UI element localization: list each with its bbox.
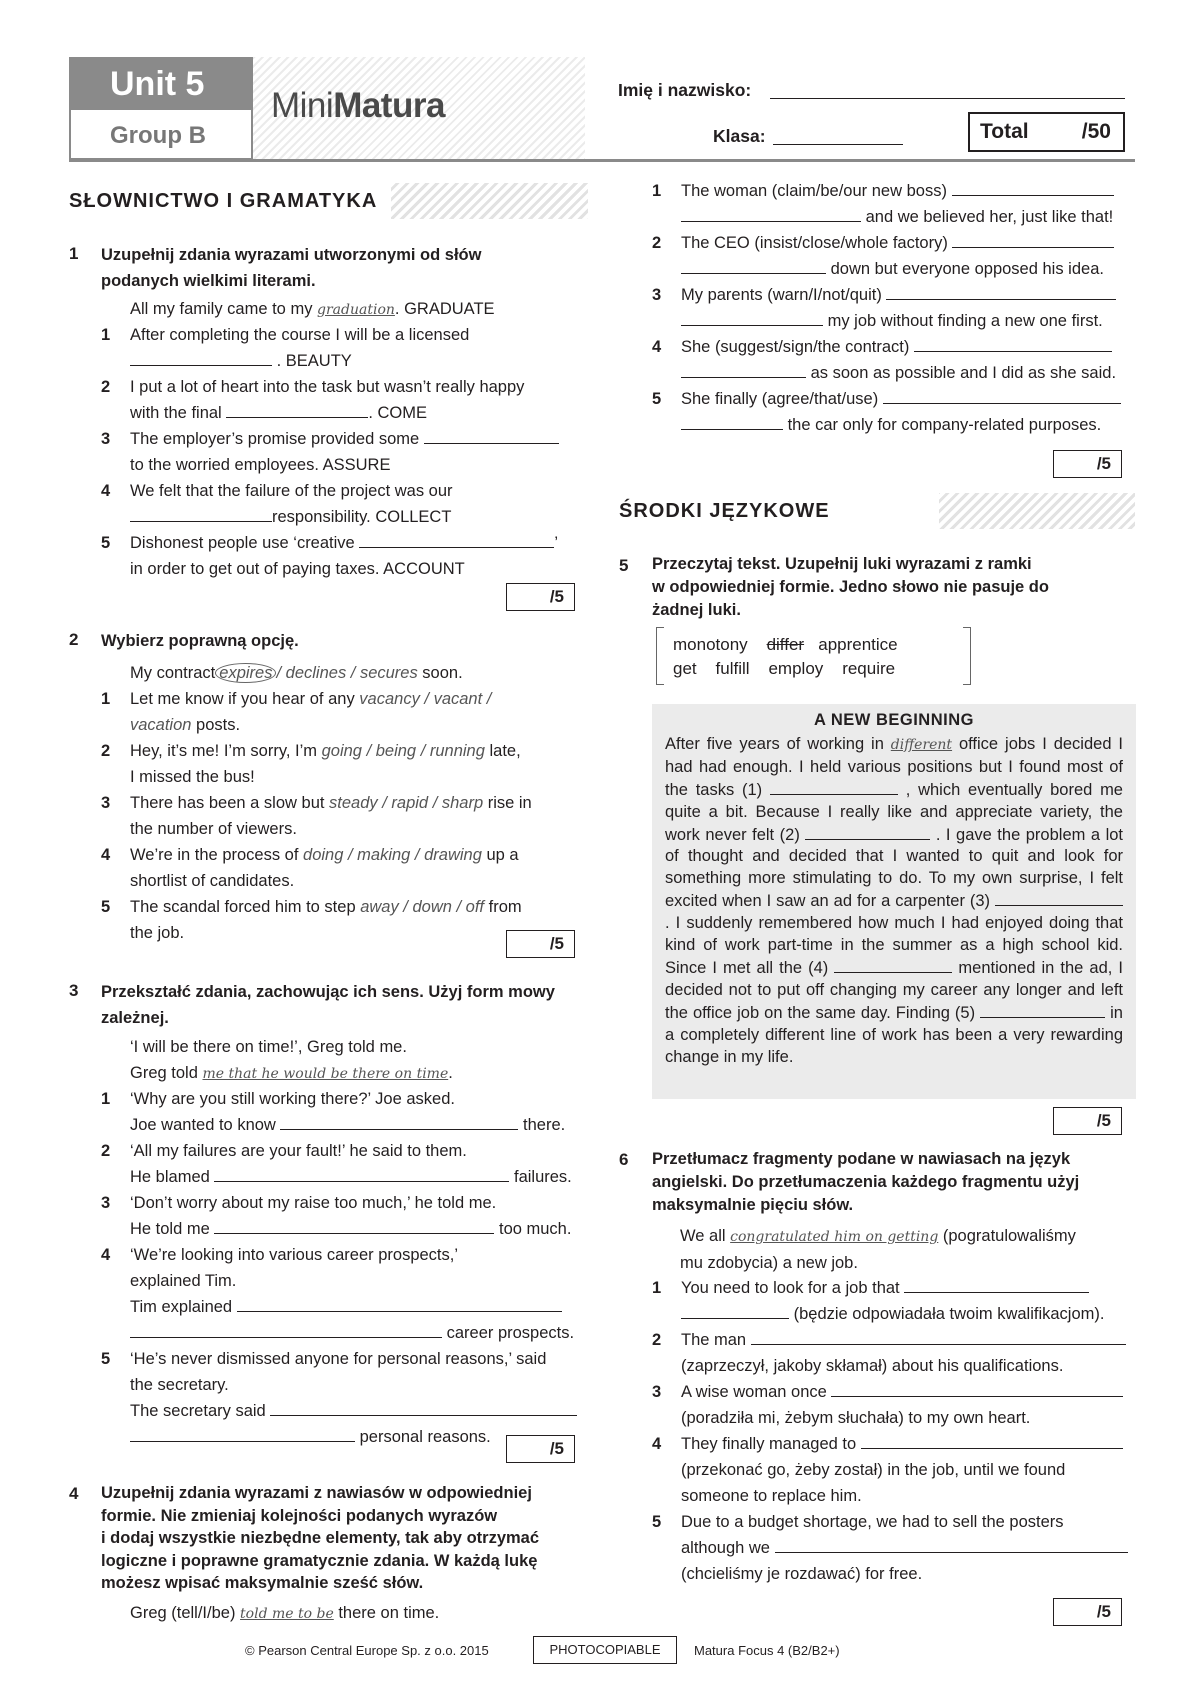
ex1-items: 1 After completing the course I will be a licensed . BEAUTY 2 I put a lot of heart into the task but wasn’t really happy with the final . COME 3 The employer’s promise provided some to the worried employees. ASSURE 4 We felt that the failure of the project was our responsibility. COLLECT 5 Dishonest people use ‘creative ’ in order to get out of paying taxes. ACCOUNT — [101, 326, 558, 578]
ex1-score-box: /5 — [506, 583, 575, 611]
section-vocab-grammar: SŁOWNICTWO I GRAMATYKA — [69, 183, 588, 219]
ex3-blank-3[interactable] — [214, 1218, 494, 1234]
ex4-blank-3a[interactable] — [886, 284, 1116, 300]
ex3-blank-2[interactable] — [214, 1166, 509, 1182]
header-divider — [69, 159, 1135, 162]
ex6-blank-2[interactable] — [751, 1329, 1126, 1345]
ex6-blank-4[interactable] — [861, 1433, 1123, 1449]
ex6-blank-1a[interactable] — [904, 1277, 1089, 1293]
class-field[interactable] — [773, 144, 903, 145]
ex3-example: ‘I will be there on time!’, Greg told me. Greg told me that he would be there on time. — [130, 1038, 453, 1082]
unit-label: Unit 5 — [71, 59, 251, 110]
ex3-blank-4a[interactable] — [237, 1296, 562, 1312]
ex4-blank-2a[interactable] — [952, 232, 1114, 248]
class-label: Klasa: — [713, 126, 766, 146]
ex4-blank-2b[interactable] — [681, 258, 826, 274]
ex1-example: All my family came to my graduation. GRADUATE — [130, 300, 495, 318]
ex6-score-box: /5 — [1053, 1598, 1122, 1626]
section-language-means: ŚRODKI JĘZYKOWE — [619, 493, 1135, 529]
ex4-score-box: /5 — [1053, 450, 1122, 478]
ex1-blank-3[interactable] — [424, 428, 559, 444]
ex2-number: 2 — [69, 630, 79, 649]
name-field[interactable] — [770, 98, 1125, 99]
ex2-instruction: Wybierz poprawną opcję. — [101, 632, 299, 650]
ex4-example: Greg (tell/I/be) told me to be there on time. — [130, 1604, 440, 1622]
ex3-number: 3 — [69, 981, 79, 1000]
word-apprentice: apprentice — [818, 635, 898, 654]
ex6-number: 6 — [619, 1150, 629, 1169]
name-label: Imię i nazwisko: — [618, 80, 752, 100]
word-monotony: monotony — [673, 635, 748, 654]
ex3-items: 1 ‘Why are you still working there?’ Joe asked. Joe wanted to know there. 2 ‘All my failures are your fault!’ he said to them. He blamed failures. 3 ‘Don’t worry about my raise too much,’ he told me. He told me too much. 4 ‘We’re looking into various career prospects,’ explained Tim. Tim explained career prospects. 5 ‘He’s never dismissed anyone for personal reasons,’ said the secretary. The secretary said personal reasons. — [101, 1086, 596, 1450]
word-require: require — [842, 659, 896, 678]
footer-copyright: © Pearson Central Europe Sp. z o.o. 2015 — [245, 1643, 489, 1658]
footer-photocopiable: PHOTOCOPIABLE — [533, 1636, 677, 1664]
word-get: get — [673, 659, 697, 678]
ex1-instruction: Uzupełnij zdania wyrazami utworzonymi od słów podanych wielkimi literami. — [101, 246, 482, 290]
ex1-blank-2[interactable] — [226, 402, 368, 418]
ex5-gap-2[interactable] — [805, 824, 930, 840]
ex4-blank-5b[interactable] — [681, 414, 783, 430]
footer-book: Matura Focus 4 (B2/B2+) — [694, 1643, 840, 1658]
ex5-score-box: /5 — [1053, 1107, 1122, 1135]
ex4-blank-1a[interactable] — [952, 180, 1114, 196]
ex5-gap-1[interactable] — [770, 779, 898, 795]
ex5-gap-4[interactable] — [834, 957, 952, 973]
ex1-blank-5[interactable] — [359, 532, 554, 548]
ex1-blank-4[interactable] — [130, 506, 272, 522]
ex4-blank-1b[interactable] — [681, 206, 861, 222]
ex5-gap-3[interactable] — [995, 890, 1123, 906]
ex3-score-box: /5 — [506, 1435, 575, 1463]
ex5-number: 5 — [619, 556, 629, 575]
ex4-number: 4 — [69, 1484, 79, 1503]
ex3-blank-4b[interactable] — [130, 1322, 442, 1338]
ex1-blank-1[interactable] — [130, 350, 272, 366]
ex3-blank-5b[interactable] — [130, 1426, 355, 1442]
ex6-items: 1 You need to look for a job that (będzie odpowiadała twoim kwalifikacjom). 2 The man (zaprzeczył, jakoby skłamał) about his qualifications. 3 A wise woman once (poradziła mi, żebym słuchała) to my own heart. 4 They finally managed to (przekonać go, żeby został) in the job, until we found someone to replace him. 5 Due to a budget shortage, we had to sell the posters although we (chcieliśmy je rozdawać) for free. — [652, 1275, 1142, 1587]
word-fulfill: fulfill — [715, 659, 750, 678]
ex6-instruction: Przetłumacz fragmenty podane w nawiasach na język angielski. Do przetłumaczenia każdego fragmentu użyj maksymalnie pięciu słów. — [652, 1150, 1080, 1214]
ex3-blank-1[interactable] — [280, 1114, 518, 1130]
ex2-score-box: /5 — [506, 930, 575, 958]
unit-box — [69, 57, 253, 160]
ex5-gap-5[interactable] — [980, 1002, 1105, 1018]
reading-text — [652, 704, 1136, 1099]
ex6-example: We all congratulated him on getting (pogratulowaliśmy mu zdobycia) a new job. — [680, 1227, 1076, 1272]
ex6-blank-1b[interactable] — [681, 1303, 789, 1319]
ex4-blank-3b[interactable] — [681, 310, 823, 326]
ex3-blank-5a[interactable] — [270, 1400, 577, 1416]
brand-title: MiniMatura — [271, 86, 445, 125]
word-differ: differ — [766, 635, 805, 654]
ex4-instruction: Uzupełnij zdania wyrazami z nawiasów w odpowiedniej formie. Nie zmieniaj kolejności podanych wyrazów i dodaj wszystkie niezbędne elementy, tak aby otrzymać logiczne i poprawne gramatycznie zdania. W każdą lukę możesz wpisać maksymalnie sześć słów. — [101, 1484, 540, 1592]
ex1-number: 1 — [69, 244, 79, 263]
ex2-items: 1 Let me know if you hear of any vacancy / vacant / vacation posts. 2 Hey, it’s me! I’m sorry, I’m going / being / running late, I missed the bus! 3 There has been a slow but steady / rapid / sharp rise in the number of viewers. 4 We’re in the process of doing / making / drawing up a shortlist of candidates. 5 The scandal forced him to step away / down / off from the job. — [101, 690, 532, 942]
ex3-instruction: Przekształć zdania, zachowując ich sens. Użyj form mowy zależnej. — [101, 983, 555, 1027]
word-employ: employ — [768, 659, 824, 678]
ex4-blank-5a[interactable] — [883, 388, 1121, 404]
ex6-blank-5[interactable] — [775, 1537, 1128, 1553]
ex6-blank-3[interactable] — [831, 1381, 1123, 1397]
word-box — [656, 627, 971, 685]
ex5-instruction: Przeczytaj tekst. Uzupełnij luki wyrazami z ramki w odpowiedniej formie. Jedno słowo nie pasuje do żadnej luki. — [652, 555, 1049, 619]
reading-body: After five years of working in different office jobs I decided I had had enough. I held various positions but I found most of the tasks (1) , which eventually bored me quite a bit. Because I really like and appreciate variety, the work never felt (2) . I gave the problem a lot of thought and decided that I wanted to quit and look for something more stimulating to do. To my own surprise, I felt excited when I saw an ad for a carpenter (3) . I suddenly remembered how much I had enjoyed doing that kind of work part-time in the summer as a high school kid. Since I met all the (4) mentioned in the ad, I decided not to put off changing my career any longer and left the office job on the same day. Finding (5) in a completely different line of work has been a very rewarding change in my life. — [665, 734, 1123, 1066]
ex4-blank-4a[interactable] — [914, 336, 1112, 352]
ex2-example: My contract expires / declines / secures soon. — [130, 664, 463, 682]
group-label: Group B — [110, 122, 206, 149]
ex4-items: 1 The woman (claim/be/our new boss) and we believed her, just like that! 2 The CEO (insist/close/whole factory) down but everyone opposed his idea. 3 My parents (warn/I/not/quit) my job without finding a new one first. 4 She (suggest/sign/the contract) as soon as possible and I did as she said. 5 She finally (agree/that/use) the car only for company-related purposes. — [652, 178, 1142, 438]
total-score-box: Total /50 — [968, 112, 1125, 152]
reading-title: A NEW BEGINNING — [814, 711, 974, 729]
ex4-blank-4b[interactable] — [681, 362, 806, 378]
